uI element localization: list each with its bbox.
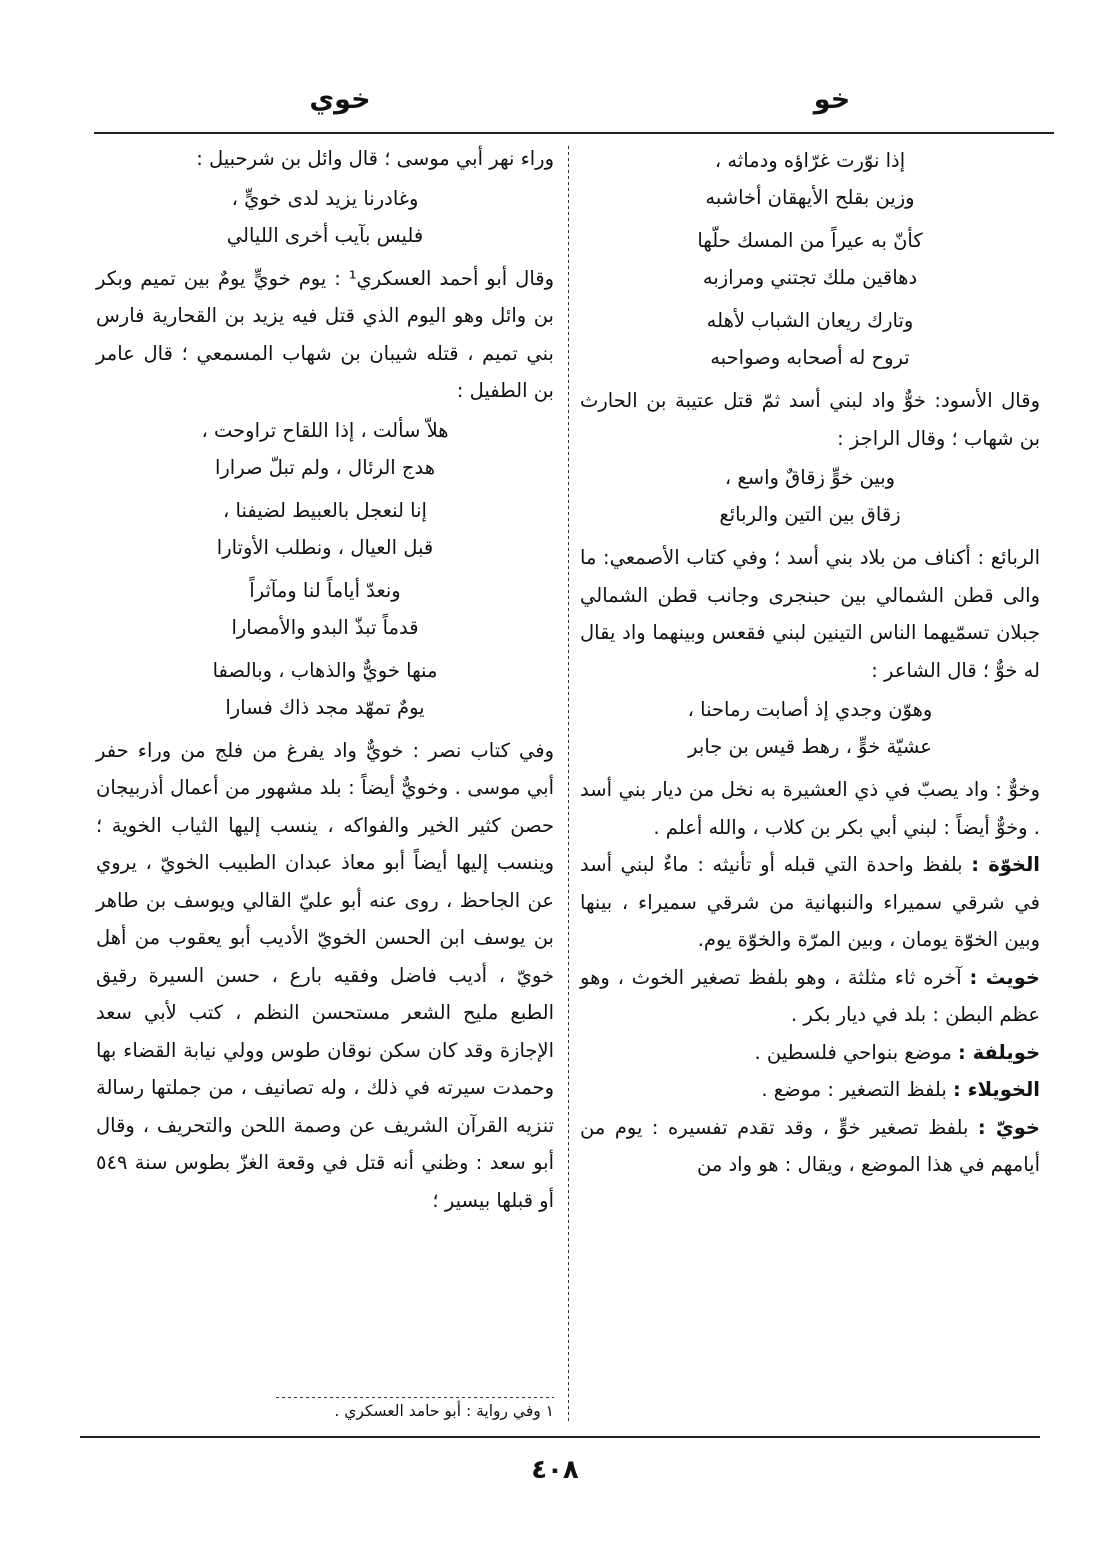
footer-rule (80, 1436, 1040, 1438)
verse-line: إذا نوّرت غرّاؤه ودماثه ، (714, 149, 906, 172)
entry-text: بلفظ التصغير : موضع . (761, 1078, 954, 1101)
prose-paragraph: وقال أبو أحمد العسكري¹ : يوم خويٍّ يومٌ بين تميم وبكر بن وائل وهو اليوم الذي قتل فيه يزيد بن القحارية فارس بني تميم ، قتله شيبان بن شهاب المسمعي ؛ قال عامر بن الطفيل : (96, 266, 554, 402)
verse-line: وغادرنا يزيد لدى خويٍّ ، (231, 186, 419, 210)
page-number: ٤٠٨ (531, 1455, 579, 1485)
verse-line: زقاق بين التين والربائع (719, 503, 901, 526)
verse-block (580, 459, 1040, 533)
entry-text: موضع بنواحي فلسطين . (754, 1040, 958, 1064)
verse-block (96, 572, 554, 646)
verse-block (96, 652, 554, 726)
verse-block (96, 180, 554, 254)
entry-headword: خويث : (969, 965, 1040, 989)
verse-line: ونعدّ أياماً لنا ومآثراً (249, 578, 401, 602)
verse-block (580, 222, 1040, 296)
prose-paragraph: الربائع : أكناف من بلاد بني أسد ؛ وفي كتاب الأصمعي: ما والى قطن الشمالي بين حبنجرى وجانب قطن الشمالي جبلان تسمّيهما الناس التينين لبني فقعس وبينهما واد يقال له خوٌّ ؛ قال الشاعر : (580, 546, 1040, 682)
verse-line: منها خويٌّ والذهاب ، وبالصفا (212, 658, 438, 682)
verse-line: قبل العيال ، ونطلب الأوتارا (216, 535, 434, 559)
verse-line: تروح له أصحابه وصواحبه (710, 346, 910, 369)
verse-line: دهاقين ملك تجتني ومرازبه (702, 266, 918, 289)
verse-block (96, 412, 554, 486)
dictionary-entry (580, 1109, 1040, 1184)
column-divider (568, 146, 569, 1422)
verse-line: إنا لنعجل بالعبيط لضيفنا ، (223, 498, 427, 522)
verse-line: فليس بآيب أخرى الليالي (226, 223, 424, 247)
dictionary-entry (580, 846, 1040, 959)
prose-paragraph: وراء نهر أبي موسى ؛ قال وائل بن شرحبيل : (196, 147, 554, 170)
verse-line: قدماً تبذّ البدو والأمصارا (231, 615, 419, 639)
verse-block (580, 691, 1040, 765)
entry-text: آخره ثاء مثلثة ، وهو بلفظ تصغير الخوث ، وهو عظم البطن : بلد في ديار بكر . (580, 965, 1040, 1026)
running-header-right: خو (813, 84, 851, 115)
entry-headword: الخوّة : (971, 853, 1040, 876)
entry-headword: الخويلاء : (953, 1078, 1040, 1101)
entry-headword: خويلفة : (957, 1040, 1040, 1064)
verse-line: وهوّن وجدي إذ أصابت رماحنا ، (687, 698, 933, 721)
verse-line: وزين بقلح الأيهقان أخاشبه (705, 186, 915, 209)
running-header-left: خوي (309, 84, 371, 115)
verse-block (580, 142, 1040, 216)
prose-paragraph: وفي كتاب نصر : خويٌّ واد يفرغ من فلج من وراء حفر أبي موسى . وخويٌّ أيضاً : بلد مشهور من أعمال أذربيجان حصن كثير الخير والفواكه ، ينسب إليها الثياب الخوية ؛ وينسب إليها أيضاً أبو معاذ عبدان الطبيب الخويّ ، يروي عن الجاحظ ، روى عنه أبو عليّ القالي ويوسف بن طاهر بن يوسف ابن الحسن الخويّ الأديب أبو يعقوب من أهل خويّ ، أديب فاضل وفقيه بارع ، حسن السيرة رقيق الطبع مليح الشعر مستحسن النظم ، كتب لأبي سعد الإجازة وقد كان سكن نوقان طوس وولي نيابة القضاء بها وحمدت سيرته في ذلك ، وله تصانيف ، من جملتها رسالة تنزيه القرآن الشريف عن وصمة اللحن والتحريف ، وقال أبو سعد : وظني أنه قتل في وقعة الغزّ بطوس سنة ٥٤٩ أو قبلها بيسير ؛ (96, 738, 554, 1212)
header-rule (94, 132, 1054, 134)
right-text-column (580, 140, 1040, 1184)
verse-block (96, 492, 554, 566)
footnote: ١ وفي رواية : أبو حامد العسكري . (334, 1402, 554, 1420)
prose-paragraph: وقال الأسود: خوٌّ واد لبني أسد ثمّ قتل عتيبة بن الحارث بن شهاب ؛ وقال الراجز : (580, 389, 1040, 450)
verse-line: كأنّ به عيراً من المسك حلّها (697, 229, 923, 252)
dictionary-entry (580, 1071, 1040, 1109)
entry-headword: خويّ : (977, 1115, 1040, 1139)
verse-line: هدج الرئال ، ولم تبلّ صرارا (214, 455, 436, 479)
prose-paragraph: وخوٌّ : واد يصبّ في ذي العشيرة به نخل من ديار بني أسد . وخوٌّ أيضاً : لبني أبي بكر بن كلاب ، والله أعلم . (580, 778, 1040, 839)
verse-line: وبين خوٍّ زقاقٌ واسع ، (724, 466, 896, 489)
verse-line: هلاّ سألت ، إذا اللقاح تراوحت ، (201, 418, 449, 442)
left-text-column (96, 140, 554, 1219)
verse-line: وتارك ريعان الشباب لأهله (706, 309, 914, 332)
verse-line: عشيّة خوٍّ ، رهط قيس بن جابر (688, 735, 932, 758)
dictionary-entry (580, 959, 1040, 1034)
verse-block (580, 302, 1040, 376)
entry-text: بلفظ تصغير خوٍّ ، وقد تقدم تفسيره : يوم من أيامهم في هذا الموضع ، ويقال : هو واد من (580, 1115, 1040, 1176)
entry-text: بلفظ واحدة التي قبله أو تأنيثه : ماءٌ لبني أسد في شرقي سميراء والنبهانية من شرقي سميراء ، بينها وبين الخوّة يومان ، وبين المرّة والخوّة يوم. (580, 853, 1040, 951)
verse-line: يومٌ تمهّد مجد ذاك فسارا (225, 695, 425, 719)
dictionary-entry (580, 1034, 1040, 1072)
